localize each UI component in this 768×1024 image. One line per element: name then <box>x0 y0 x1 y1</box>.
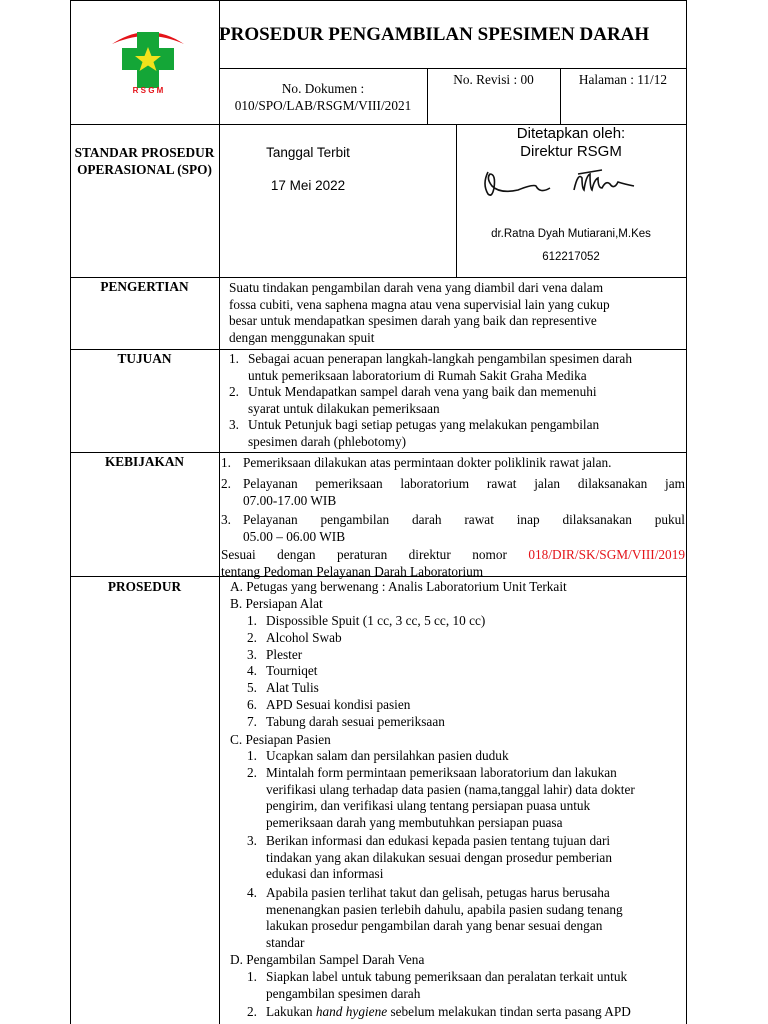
list-number: 2. <box>247 764 257 780</box>
list-number: 4. <box>247 885 257 901</box>
approval-line: Direktur RSGM <box>520 143 622 160</box>
list-number: 1. <box>229 351 239 366</box>
text-line: 05.00 – 06.00 WIB <box>243 528 346 544</box>
sampel-list <box>230 969 685 1021</box>
page-title: PROSEDUR PENGAMBILAN SPESIMEN DARAH <box>219 24 650 45</box>
text-line: standar <box>266 934 305 950</box>
alat-item-text: Plester <box>266 646 303 662</box>
text-line: Pemeriksaan dilakukan atas permintaan dokter poliklinik rawat jalan. <box>243 455 612 470</box>
logo-text: R S G M <box>132 86 164 95</box>
list-item <box>229 417 685 450</box>
list-number: 5. <box>247 680 257 696</box>
text-line: Ucapkan salam dan persilahkan pasien duduk <box>266 748 509 764</box>
list-item <box>247 714 685 731</box>
list-number: 2. <box>221 476 231 491</box>
text-line <box>266 1004 685 1021</box>
text-line: pengambilan spesimen darah <box>266 985 421 1001</box>
alat-item-text: Dispossible Spuit (1 cc, 3 cc, 5 cc, 10 cc) <box>266 612 486 628</box>
approval-block <box>456 125 686 161</box>
text-line: Untuk Mendapatkan sampel darah vena yang baik dan memenuhi <box>248 384 597 400</box>
doc-number-value: 010/SPO/LAB/RSGM/VIII/2021 <box>234 98 412 113</box>
doc-number-label: No. Dokumen : <box>281 81 365 96</box>
approval-line: Ditetapkan oleh: <box>516 125 626 142</box>
list-number: 3. <box>229 417 239 433</box>
list-item <box>229 384 685 417</box>
section-label-kebijakan: KEBIJAKAN <box>104 454 185 469</box>
signer-id: 612217052 <box>542 251 600 263</box>
list-item <box>247 969 685 1002</box>
italic-term: hand hygiene <box>315 1004 388 1020</box>
text-line: Untuk Petunjuk bagi setiap petugas yang melakukan pengambilan <box>248 417 600 433</box>
section-label-tujuan: TUJUAN <box>117 351 172 366</box>
list-item <box>221 476 685 509</box>
regulation-prefix: Sesuai dengan peraturan direktur nomor <box>221 547 507 563</box>
tujuan-list <box>229 351 685 451</box>
text-line: besar untuk mendapatkan spesimen darah yang baik dan representive <box>229 313 597 329</box>
section-a-heading: A. Petugas yang berwenang : Analis Laboratorium Unit Terkait <box>230 579 567 594</box>
kebijakan-list <box>221 455 685 581</box>
list-item <box>247 663 685 680</box>
list-number: 1. <box>247 748 257 764</box>
table-border <box>686 0 687 1024</box>
list-number: 1. <box>247 612 257 628</box>
pengertian-text <box>229 280 685 346</box>
text-line: Apabila pasien terlihat takut dan gelisah, petugas harus berusaha <box>266 885 610 901</box>
list-number: 2. <box>247 629 257 645</box>
text-line: Siapkan label untuk tabung pemeriksaan dan peralatan terkait untuk <box>266 969 628 985</box>
text-line: Pelayanan pengambilan darah rawat inap dilaksanakan pukul <box>243 512 685 528</box>
text-line: Suatu tindakan pengambilan darah vena yang diambil dari vena dalam <box>229 280 604 295</box>
rsgm-logo <box>108 22 188 102</box>
text-line: lakukan prosedur pengambilan darah yang benar sesuai dengan <box>266 918 603 934</box>
text-line: pemeriksaan darah yang membutuhkan persiapan puasa <box>266 814 563 830</box>
list-number: 6. <box>247 697 257 713</box>
table-border <box>70 349 687 350</box>
text-line: pengirim, dan verifikasi ulang tentang persiapan puasa untuk <box>266 798 591 814</box>
list-item <box>247 697 685 714</box>
list-item <box>221 455 685 472</box>
text-run: Lakukan <box>266 1004 316 1020</box>
list-number: 4. <box>247 663 257 679</box>
list-number: 3. <box>247 833 257 849</box>
text-line: edukasi dan informasi <box>266 866 384 882</box>
text-line: menenangkan pasien terlebih dahulu, apabila pasien sudang tenang <box>266 901 623 917</box>
signer-name: dr.Ratna Dyah Mutiarani,M.Kes <box>491 228 651 240</box>
list-number: 2. <box>229 384 239 400</box>
text-line: Sebagai acuan penerapan langkah-langkah pengambilan spesimen darah <box>248 351 632 366</box>
regulation-number: 018/DIR/SK/SGM/VIII/2019 <box>528 547 685 563</box>
text-line: untuk pemeriksaan laboratorium di Rumah Sakit Graha Medika <box>248 367 587 383</box>
list-item <box>247 613 685 630</box>
section-c-heading: C. Pesiapan Pasien <box>230 731 331 747</box>
spo-label <box>70 145 219 178</box>
doc-number-cell <box>219 80 427 114</box>
spo-label-line: STANDAR PROSEDUR <box>74 145 215 160</box>
table-border <box>219 68 687 69</box>
text-line: Berikan informasi dan edukasi kepada pasien tentang tujuan dari <box>266 833 611 849</box>
text-line: Mintalah form permintaan pemeriksaan laboratorium dan lakukan <box>266 764 617 780</box>
list-number: 1. <box>247 969 257 985</box>
section-d-heading: D. Pengambilan Sampel Darah Vena <box>230 952 425 968</box>
page-number-cell: Halaman : 11/12 <box>578 72 668 87</box>
list-number: 2. <box>247 1004 257 1020</box>
list-number: 3. <box>247 646 257 662</box>
list-item <box>221 512 685 545</box>
section-b-heading: B. Persiapan Alat <box>230 595 323 611</box>
list-number: 7. <box>247 714 257 730</box>
list-number: 3. <box>221 512 231 528</box>
issued-date: 17 Mei 2022 <box>270 178 346 193</box>
alat-list <box>230 613 685 731</box>
list-item <box>247 630 685 647</box>
list-item <box>247 647 685 664</box>
alat-item-text: APD Sesuai kondisi pasien <box>266 697 411 713</box>
text-run: sebelum melakukan tindan serta pasang APD <box>387 1004 631 1020</box>
text-line: 07.00-17.00 WIB <box>243 492 337 508</box>
alat-item-text: Alat Tulis <box>266 680 319 696</box>
spo-label-line: OPERASIONAL (SPO) <box>77 161 212 177</box>
alat-item-text: Alcohol Swab <box>266 629 342 645</box>
prosedur-content <box>230 579 685 1021</box>
table-border <box>70 277 687 278</box>
list-item <box>247 748 685 765</box>
list-item <box>229 351 685 384</box>
text-line: Pelayanan pemeriksaan laboratorium rawat jalan dilaksanakan jam <box>243 476 685 491</box>
section-label-pengertian: PENGERTIAN <box>100 279 189 294</box>
director-signature <box>478 160 648 210</box>
list-item <box>247 833 685 883</box>
text-line: verifikasi ulang terhadap data pasien (nama,tanggal lahir) data dokter <box>266 781 635 797</box>
list-item <box>247 885 685 951</box>
pasien-list <box>230 748 685 951</box>
list-number: 1. <box>221 455 231 470</box>
regulation-line <box>221 547 685 564</box>
table-border <box>70 0 687 1</box>
revision-cell: No. Revisi : 00 <box>453 72 534 87</box>
regulation-suffix: tentang Pedoman Pelayanan Darah Laboratorium <box>221 563 484 579</box>
text-line: spesimen darah (phlebotomy) <box>248 433 407 449</box>
list-item <box>247 1004 685 1021</box>
list-item <box>247 765 685 831</box>
alat-item-text: Tourniqet <box>266 663 318 679</box>
list-item <box>247 680 685 697</box>
alat-item-text: Tabung darah sesuai pemeriksaan <box>266 714 445 730</box>
text-line: fossa cubiti, vena saphena magna atau vena supervisial lain yang cukup <box>229 296 610 312</box>
section-label-prosedur: PROSEDUR <box>107 579 182 594</box>
text-line: syarat untuk dilakukan pemeriksaan <box>248 400 440 416</box>
table-border <box>70 452 687 453</box>
text-line: dengan menggunakan spuit <box>229 329 375 345</box>
issued-label: Tanggal Terbit <box>266 145 350 160</box>
text-line: tindakan yang akan dilakukan sesuai dengan prosedur pemberian <box>266 849 612 865</box>
